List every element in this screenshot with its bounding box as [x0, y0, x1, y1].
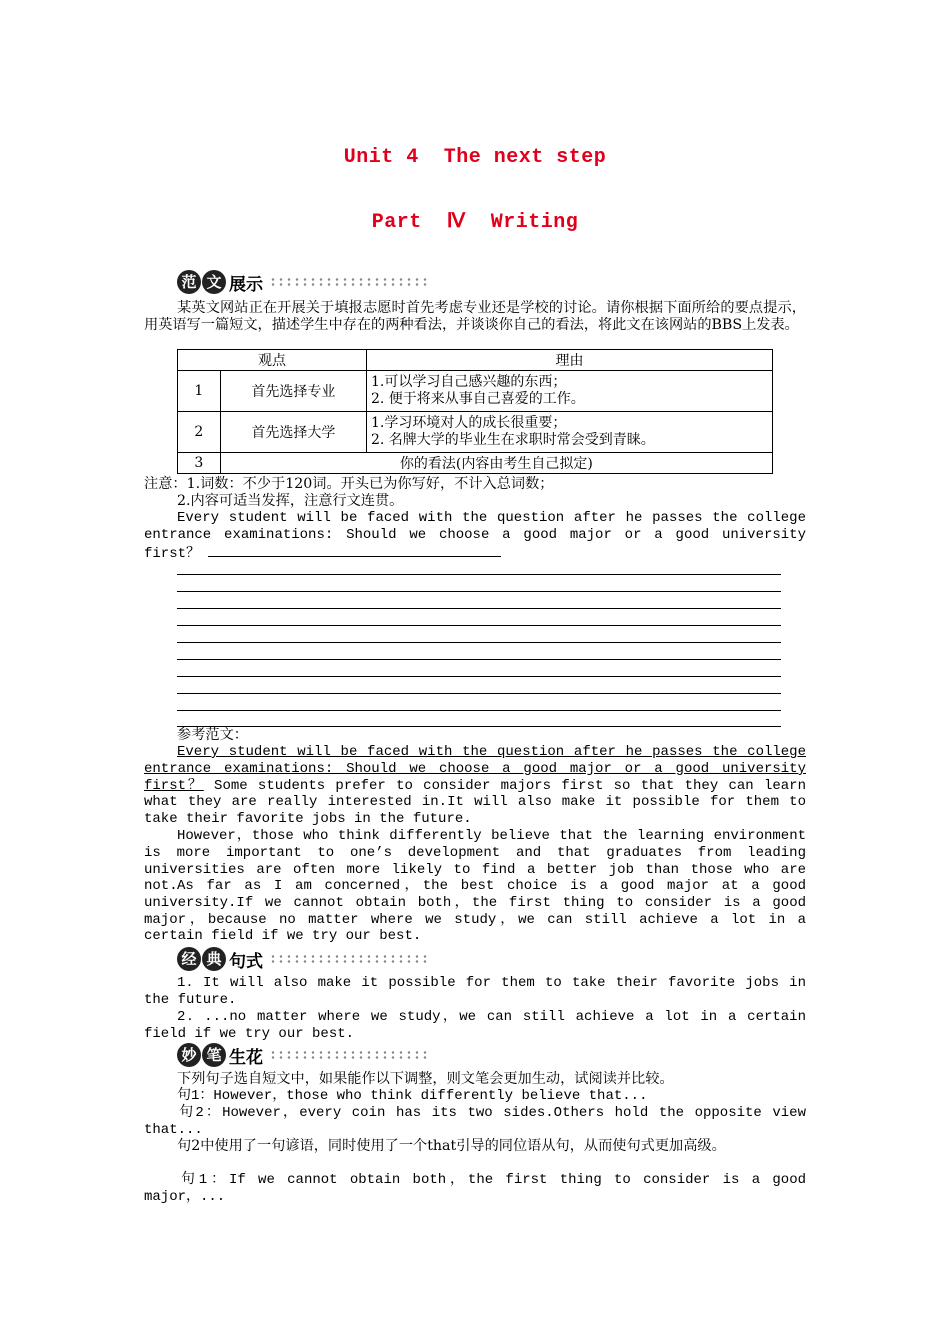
table-header: 观点	[178, 350, 367, 371]
polish-sentence-2: 句2：However，every coin has its two sides.Others hold the opposite view that...	[144, 1105, 806, 1138]
answer-blank[interactable]	[208, 544, 501, 557]
classic-sentence-2: 2．...no matter where we study，we can still achieve a lot in a certain field if we try our best.	[144, 1009, 806, 1042]
section-badge: 笔	[202, 1043, 226, 1067]
section-header-polish	[177, 1043, 429, 1067]
writing-line[interactable]	[177, 693, 781, 694]
section-title: 句式	[229, 951, 263, 972]
section-title: 生花	[229, 1047, 263, 1068]
section-badge: 经	[177, 947, 201, 971]
task-intro: 某英文网站正在开展关于填报志愿时首先考虑专业还是学校的讨论。请你根据下面所给的要点提示，用英语写一篇短文，描述学生中存在的两种看法，并谈谈你自己的看法，将此文在该网站的BBS上发表。	[144, 300, 806, 333]
dotted-rule	[269, 277, 429, 287]
classic-sentence-1: 1．It will also make it possible for them to take their favorite jobs in the future.	[144, 975, 806, 1008]
writing-line[interactable]	[177, 676, 781, 677]
polish-intro: 下列句子选自短文中，如果能作以下调整，则文笔会更加生动，试阅读并比较。	[177, 1071, 674, 1087]
dotted-rule	[269, 954, 429, 964]
table-header: 理由	[367, 350, 773, 371]
reference-paragraph-2: However，those who think differently believe that the learning environment is more important to one’s development and that graduates from leading universities are often more likely to find a better job than those who are not.	[144, 828, 806, 895]
writing-line[interactable]	[177, 574, 781, 575]
opening-sentence: Every student will be faced with the question after he passes the college entrance examinations: Should we choose a good major or a good university first？	[144, 510, 806, 562]
section-header-model	[177, 270, 429, 294]
section-badge: 妙	[177, 1043, 201, 1067]
task-notes: 注意：1.词数：不少于120词。开头已为你写好，不计入总词数； 2.内容可适当发挥，注意行文连贯。	[144, 476, 554, 509]
reference-paragraph-1: Every student will be faced with the question after he passes the college entrance examinations: Should we choose a good major or a good university first？ Some students prefer to consider majors first so that they can learn what they are really interested in.It will also make it possible for them to take their favorite jobs in the future.	[144, 744, 806, 828]
polish-sentence-3: 句1：If we cannot obtain both，the first thing to consider is a good major，...	[144, 1172, 806, 1205]
section-badge: 文	[202, 270, 226, 294]
unit-title: Unit 4 The next step	[343, 146, 607, 169]
polish-comment: 句2中使用了一句谚语，同时使用了一个that引导的同位语从句，从而使句式更加高级。	[177, 1138, 726, 1154]
section-title: 展示	[229, 274, 263, 295]
writing-line[interactable]	[177, 608, 781, 609]
writing-line[interactable]	[177, 642, 781, 643]
dotted-rule	[269, 1050, 429, 1060]
writing-line[interactable]	[177, 659, 781, 660]
reference-paragraph-3: As far as I am concerned，the best choice is a good major at a good university.If we cannot obtain both，the first thing to consider is a good major，because no matter where we study，we can still achieve a lot in a certain field if we try our best.	[144, 878, 806, 945]
part-title: Part Ⅳ Writing	[371, 211, 579, 234]
reference-label: 参考范文：	[177, 727, 248, 743]
table-row: 2 首先选择大学 1.学习环境对人的成长很重要； 2. 名牌大学的毕业生在求职时常会受到青睐。	[178, 412, 773, 453]
requirements-table	[177, 349, 773, 474]
writing-line[interactable]	[177, 591, 781, 592]
polish-sentence-1: 句1：However，those who think differently believe that...	[177, 1088, 648, 1104]
section-header-classic	[177, 947, 429, 971]
writing-line[interactable]	[177, 710, 781, 711]
table-row: 1 首先选择专业 1.可以学习自己感兴趣的东西； 2. 便于将来从事自己喜爱的工作。	[178, 371, 773, 412]
section-badge: 典	[202, 947, 226, 971]
writing-line[interactable]	[177, 625, 781, 626]
section-badge: 范	[177, 270, 201, 294]
table-row: 3 你的看法(内容由考生自己拟定)	[178, 453, 773, 474]
